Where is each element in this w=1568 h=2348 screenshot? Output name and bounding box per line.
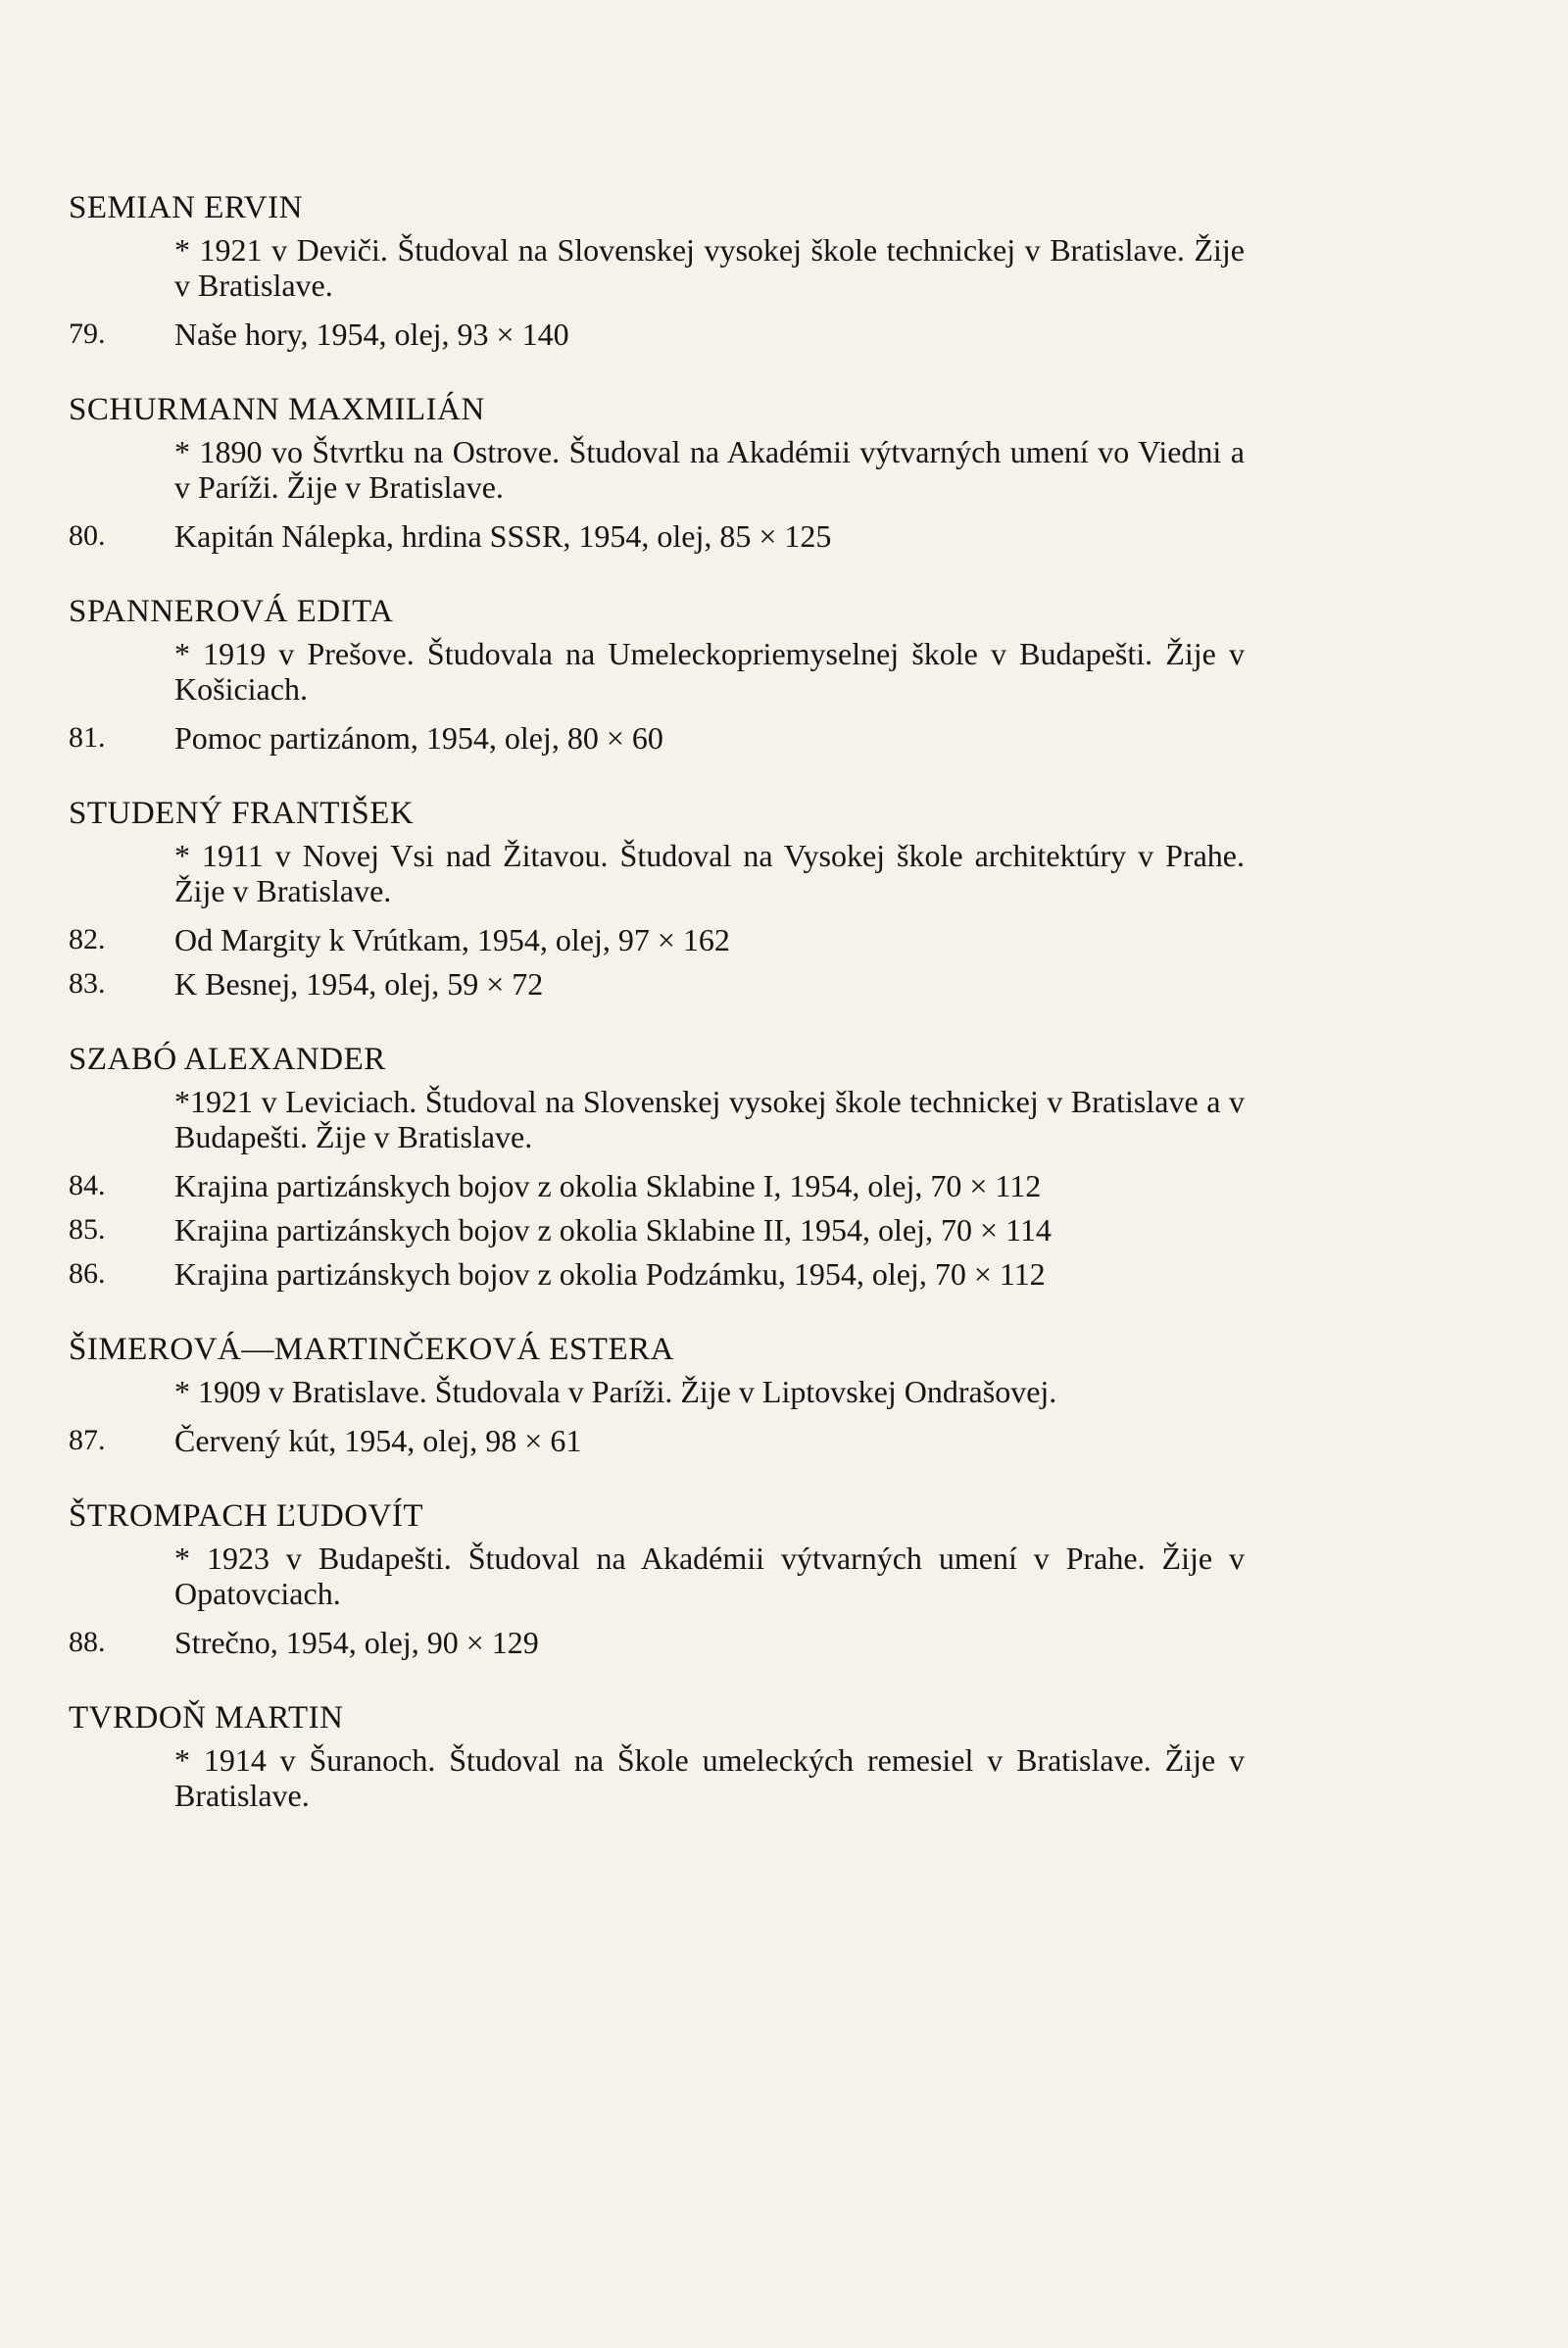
work-number: 84. (69, 1169, 106, 1201)
work-title: K Besnej, 1954, olej, 59 × 72 (174, 966, 544, 1002)
artist-bio: * 1923 v Budapešti. Študoval na Akadémii výtvarných umení v Prahe. Žije v Opatovciach. (174, 1541, 1245, 1611)
work-number: 83. (69, 967, 106, 1000)
artist-entry (69, 1041, 1245, 1292)
catalog-page (69, 189, 1245, 1852)
works-list (69, 720, 1245, 756)
work-item (69, 317, 1245, 352)
work-number: 82. (69, 923, 106, 955)
artist-bio: * 1909 v Bratislave. Študovala v Paríži. Žije v Liptovskej Ondrašovej. (174, 1374, 1057, 1409)
artist-bio: * 1890 vo Štvrtku na Ostrove. Študoval na Akadémii výtvarných umení vo Viedni a v Paríži. Žije v Bratislave. (174, 434, 1245, 505)
work-number: 87. (69, 1424, 106, 1456)
work-title: Pomoc partizánom, 1954, olej, 80 × 60 (174, 720, 663, 756)
works-list (69, 518, 1245, 554)
artist-entry (69, 1497, 1245, 1660)
artist-name: SPANNEROVÁ EDITA (69, 594, 394, 629)
work-title: Kapitán Nálepka, hrdina SSSR, 1954, olej, 85 × 125 (174, 518, 832, 554)
work-title: Krajina partizánskych bojov z okolia Sklabine II, 1954, olej, 70 × 114 (174, 1212, 1052, 1247)
artist-entry (69, 593, 1245, 756)
works-list (69, 317, 1245, 352)
work-title: Krajina partizánskych bojov z okolia Sklabine I, 1954, olej, 70 × 112 (174, 1168, 1042, 1203)
work-title: Červený kút, 1954, olej, 98 × 61 (174, 1423, 582, 1458)
artist-entry (69, 1699, 1245, 1813)
artist-name: SEMIAN ERVIN (69, 190, 303, 225)
artist-name: SCHURMANN MAXMILIÁN (69, 392, 485, 427)
artist-entry (69, 391, 1245, 554)
work-title: Od Margity k Vrútkam, 1954, olej, 97 × 162 (174, 922, 730, 957)
works-list (69, 1168, 1245, 1292)
works-list (69, 1625, 1245, 1660)
works-list (69, 922, 1245, 1002)
artist-bio: * 1911 v Novej Vsi nad Žitavou. Študoval na Vysokej škole architektúry v Prahe. Žije v Bratislave. (174, 838, 1245, 908)
work-number: 86. (69, 1257, 106, 1290)
work-title: Strečno, 1954, olej, 90 × 129 (174, 1625, 539, 1660)
work-number: 79. (69, 318, 106, 350)
work-item (69, 922, 1245, 957)
work-item (69, 1256, 1245, 1292)
work-item (69, 1168, 1245, 1203)
artist-entry (69, 795, 1245, 1002)
work-item (69, 1423, 1245, 1458)
artist-name: STUDENÝ FRANTIŠEK (69, 796, 415, 831)
work-title: Krajina partizánskych bojov z okolia Podzámku, 1954, olej, 70 × 112 (174, 1256, 1046, 1292)
work-item (69, 1212, 1245, 1247)
artist-bio: * 1914 v Šuranoch. Študoval na Škole umeleckých remesiel v Bratislave. Žije v Bratislave. (174, 1742, 1245, 1813)
work-number: 88. (69, 1626, 106, 1658)
work-item (69, 720, 1245, 756)
artist-name: ŠIMEROVÁ—MARTINČEKOVÁ ESTERA (69, 1332, 674, 1367)
work-item (69, 518, 1245, 554)
work-title: Naše hory, 1954, olej, 93 × 140 (174, 317, 569, 352)
work-number: 85. (69, 1213, 106, 1246)
work-number: 80. (69, 519, 106, 552)
artist-bio: * 1919 v Prešove. Študovala na Umeleckopriemyselnej škole v Budapešti. Žije v Košiciach. (174, 636, 1245, 707)
works-list (69, 1423, 1245, 1458)
artist-bio: *1921 v Leviciach. Študoval na Slovenskej vysokej škole technickej v Bratislave a v Budapešti. Žije v Bratislave. (174, 1084, 1245, 1154)
artist-name: TVRDOŇ MARTIN (69, 1700, 344, 1736)
work-number: 81. (69, 721, 106, 754)
work-item (69, 1625, 1245, 1660)
artist-entry (69, 189, 1245, 352)
artist-bio: * 1921 v Deviči. Študoval na Slovenskej vysokej škole technickej v Bratislave. Žije v Bratislave. (174, 232, 1245, 303)
work-item (69, 966, 1245, 1002)
artist-name: ŠTROMPACH ĽUDOVÍT (69, 1498, 424, 1534)
artist-name: SZABÓ ALEXANDER (69, 1042, 386, 1077)
artist-entry (69, 1331, 1245, 1458)
